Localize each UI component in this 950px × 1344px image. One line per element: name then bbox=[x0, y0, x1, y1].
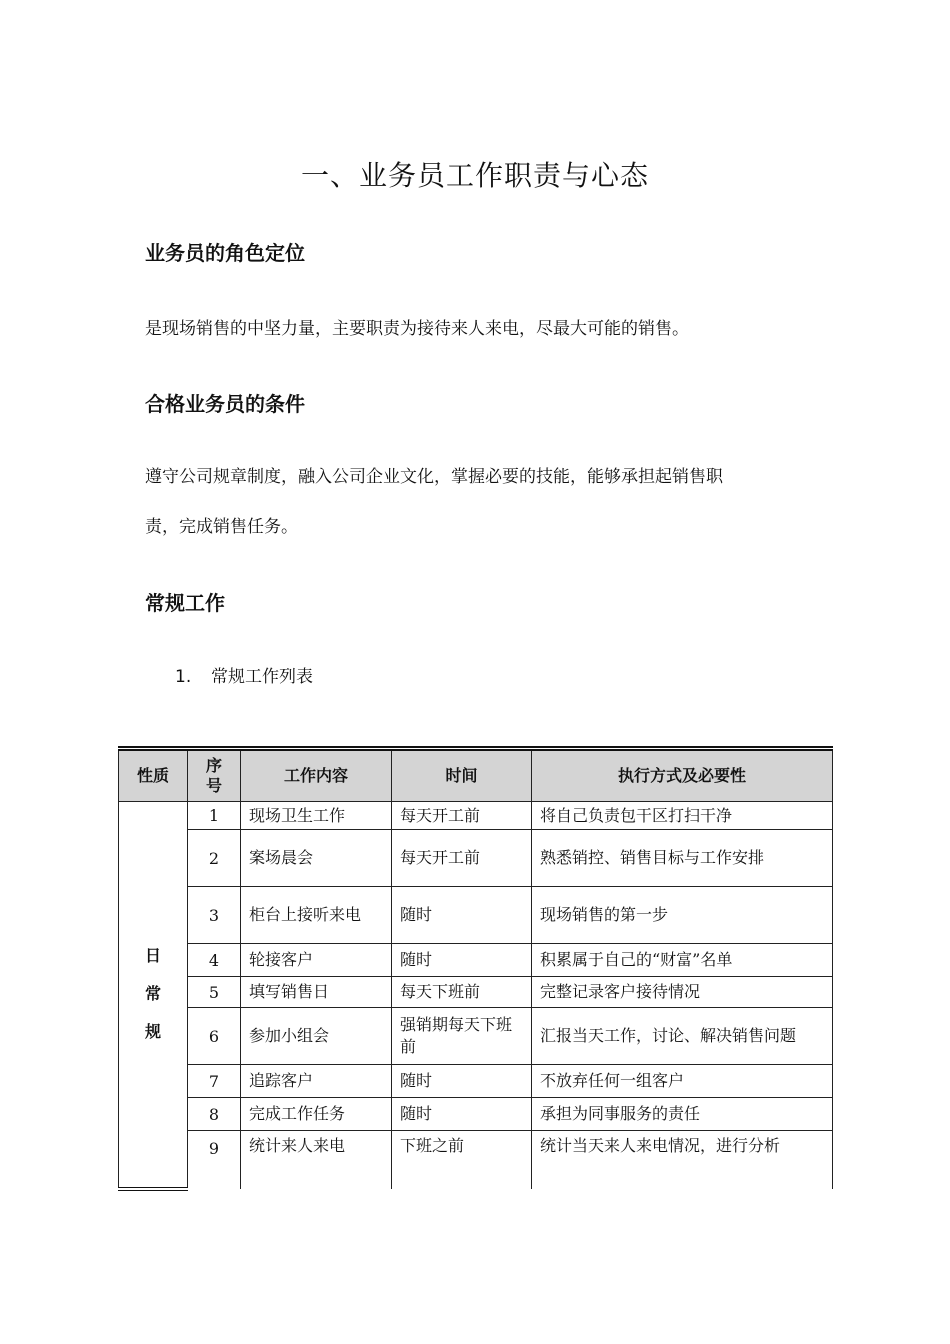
section-heading-role: 业务员的角色定位 bbox=[145, 241, 305, 265]
cell-seq: 2 bbox=[188, 830, 241, 887]
section-body-qualification-line2: 责，完成销售任务。 bbox=[145, 517, 298, 537]
table-row bbox=[119, 977, 833, 1008]
section-body-qualification-line1: 遵守公司规章制度，融入公司企业文化，掌握必要的技能，能够承担起销售职 bbox=[145, 467, 723, 487]
table-header-row bbox=[119, 749, 833, 802]
page-title: 一、业务员工作职责与心态 bbox=[300, 159, 649, 192]
cell-seq: 9 bbox=[188, 1131, 241, 1189]
cell-time: 每天下班前 bbox=[392, 977, 532, 1008]
section-heading-routine: 常规工作 bbox=[145, 591, 225, 615]
header-time: 时间 bbox=[392, 749, 532, 802]
cell-content: 追踪客户 bbox=[241, 1065, 392, 1098]
cell-method: 统计当天来人来电情况，进行分析 bbox=[532, 1131, 833, 1189]
cell-method: 积累属于自己的“财富”名单 bbox=[532, 944, 833, 977]
table-row bbox=[119, 802, 833, 830]
header-nature: 性质 bbox=[119, 749, 188, 802]
numbered-list-item bbox=[175, 662, 313, 687]
table-row bbox=[119, 887, 833, 944]
cell-time: 随时 bbox=[392, 1098, 532, 1131]
cell-time: 随时 bbox=[392, 1065, 532, 1098]
cell-content: 案场晨会 bbox=[241, 830, 392, 887]
cell-time: 随时 bbox=[392, 887, 532, 944]
category-cell bbox=[119, 802, 188, 1189]
cell-content: 完成工作任务 bbox=[241, 1098, 392, 1131]
cell-time: 下班之前 bbox=[392, 1131, 532, 1189]
cell-content: 统计来人来电 bbox=[241, 1131, 392, 1189]
cell-seq: 4 bbox=[188, 944, 241, 977]
header-seq: 序号 bbox=[188, 749, 241, 802]
header-content: 工作内容 bbox=[241, 749, 392, 802]
section-heading-qualification: 合格业务员的条件 bbox=[145, 392, 305, 416]
cell-content: 填写销售日 bbox=[241, 977, 392, 1008]
cell-method: 汇报当天工作，讨论、解决销售问题 bbox=[532, 1008, 833, 1065]
cell-time: 强销期每天下班前 bbox=[392, 1008, 532, 1065]
cell-content: 参加小组会 bbox=[241, 1008, 392, 1065]
header-method: 执行方式及必要性 bbox=[532, 749, 833, 802]
cell-seq: 5 bbox=[188, 977, 241, 1008]
cell-method: 熟悉销控、销售目标与工作安排 bbox=[532, 830, 833, 887]
routine-work-table bbox=[118, 746, 832, 1191]
cell-time: 随时 bbox=[392, 944, 532, 977]
table-row bbox=[119, 830, 833, 887]
cell-seq: 1 bbox=[188, 802, 241, 830]
cell-content: 轮接客户 bbox=[241, 944, 392, 977]
table-row bbox=[119, 1008, 833, 1065]
cell-method: 将自己负责包干区打扫干净 bbox=[532, 802, 833, 830]
category-char: 规 bbox=[144, 1022, 161, 1042]
category-char: 日 bbox=[144, 946, 161, 966]
cell-method: 不放弃任何一组客户 bbox=[532, 1065, 833, 1098]
cell-content: 现场卫生工作 bbox=[241, 802, 392, 830]
table-row bbox=[119, 1131, 833, 1189]
cell-seq: 8 bbox=[188, 1098, 241, 1131]
cell-content: 柜台上接听来电 bbox=[241, 887, 392, 944]
table-row bbox=[119, 1098, 833, 1131]
cell-seq: 3 bbox=[188, 887, 241, 944]
cell-method: 承担为同事服务的责任 bbox=[532, 1098, 833, 1131]
section-body-role: 是现场销售的中坚力量，主要职责为接待来人来电，尽最大可能的销售。 bbox=[145, 319, 689, 339]
list-text: 常规工作列表 bbox=[211, 667, 313, 687]
cell-method: 现场销售的第一步 bbox=[532, 887, 833, 944]
cell-method: 完整记录客户接待情况 bbox=[532, 977, 833, 1008]
cell-seq: 7 bbox=[188, 1065, 241, 1098]
cell-time: 每天开工前 bbox=[392, 802, 532, 830]
list-number: 1. bbox=[175, 667, 192, 687]
cell-time: 每天开工前 bbox=[392, 830, 532, 887]
table-row bbox=[119, 1065, 833, 1098]
category-char: 常 bbox=[144, 984, 161, 1004]
table-row bbox=[119, 944, 833, 977]
cell-seq: 6 bbox=[188, 1008, 241, 1065]
